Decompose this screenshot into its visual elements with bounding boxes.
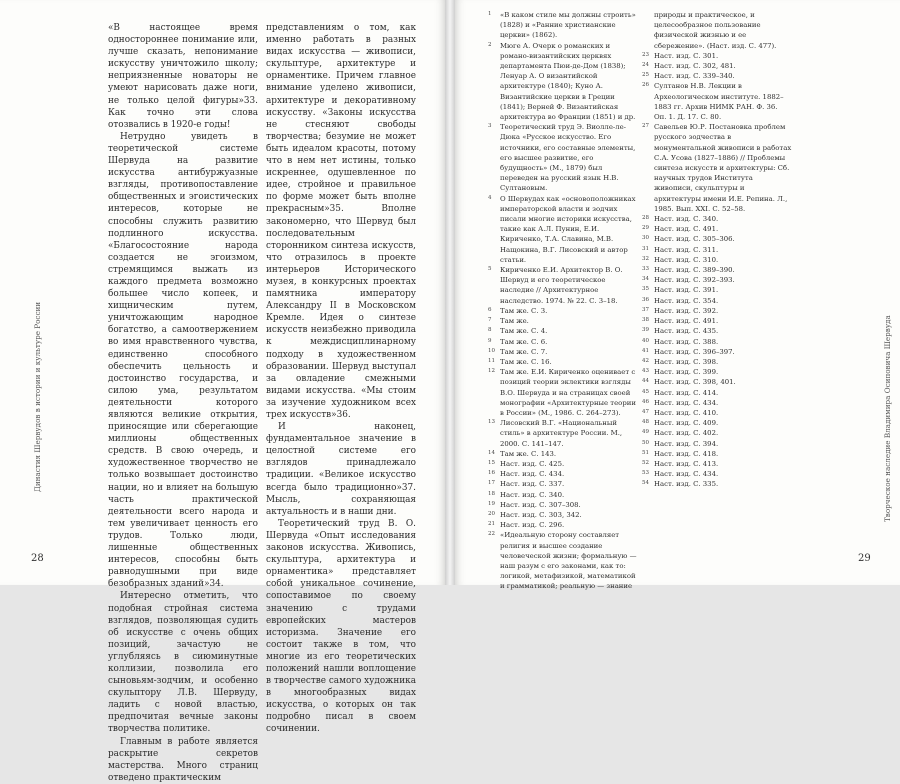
endnote-text: Там же. Е.И. Кириченко оценивает с позиций теории эклектики взгляды В.О. Шервуда и на страницах своей монографии «Архитектурные теории в России» (М., 1986. С. 264–273).: [500, 368, 636, 417]
endnote-number: 17: [488, 480, 495, 487]
endnote-text: Мюге А. Очерк о романских и романо-византийских церквях департамента Пюи-де-Дом (1838); Ленуар А. О византийской архитектуре (1840); Куно А. Византийские церкви в Греции (1841); Верней Ф. Византийская архитектура во Франции (1851) и др.: [500, 41, 636, 122]
endnote: [642, 275, 792, 285]
endnote-number: 53: [642, 470, 649, 477]
endnote: [488, 265, 640, 306]
endnote-text: Наст. изд. С. 491.: [654, 225, 719, 234]
endnote-text: Наст. изд. С. 388.: [654, 337, 719, 346]
endnote: [488, 10, 640, 41]
endnote-number: 15: [488, 459, 495, 466]
endnote-text: Наст. изд. С. 491.: [654, 317, 719, 326]
endnote: [488, 459, 640, 469]
endnote: [642, 398, 792, 408]
left-text-column-1: [108, 22, 258, 783]
endnote-number: 10: [488, 347, 495, 354]
endnote-text: Там же.: [500, 317, 529, 326]
endnote-text: природы и практическое, и целесообразное пользование физической жизнью и ее сбережение». (Наст. изд. С. 477).: [654, 11, 777, 50]
endnote-number: 25: [642, 72, 649, 79]
endnote: [488, 326, 640, 336]
endnote: [642, 234, 792, 244]
endnote-number: 44: [642, 378, 649, 385]
endnote-text: Наст. изд. С. 394.: [654, 439, 719, 448]
endnote-text: Наст. изд. С. 302, 481.: [654, 62, 736, 71]
endnote-text: Наст. изд. С. 340.: [654, 215, 719, 224]
endnote-text: Там же. С. 6.: [500, 337, 548, 346]
endnote-number: 7: [488, 317, 492, 324]
endnote-text: Наст. изд. С. 296.: [500, 521, 565, 530]
endnote-text: Наст. изд. С. 418.: [654, 449, 719, 458]
endnote: [642, 326, 792, 336]
paragraph: И наконец, фундаментальное значение в целостной системе его взглядов принадлежало традиции. «Великое искусство всегда было традиционно»37. Мысль, сохраняющая актуальность и в наши дни.: [266, 422, 416, 517]
endnote-text: «Идеальную сторону составляет религия и высшее создание человеческой жизни; формальную — наш разум с его законами, как то: логикой, метафизикой, математикой и грамматикой; реальную — знание: [500, 531, 637, 591]
endnote: [488, 357, 640, 367]
endnote-number: 22: [488, 531, 495, 538]
endnote-text: Наст. изд. С. 399.: [654, 368, 719, 377]
left-text-column-2: [266, 22, 417, 735]
endnote-text: Наст. изд. С. 335.: [654, 480, 719, 489]
endnote: [488, 367, 640, 418]
endnote-text: «В каком стиле мы должны строить» (1828) и «Ранние христианские церкви» (1862).: [500, 11, 636, 40]
endnote: [488, 520, 640, 530]
endnote-number: 41: [642, 347, 649, 354]
endnote: [488, 510, 640, 520]
endnote-text: Наст. изд. С. 389–390.: [654, 266, 735, 275]
endnote-text: Там же. С. 3.: [500, 306, 548, 315]
endnote: [642, 469, 792, 479]
endnote: [642, 81, 792, 122]
endnote-text: Наст. изд. С. 425.: [500, 459, 565, 468]
right-running-head: Творческое наследие Владимира Осиповича Шервуда: [883, 315, 892, 522]
endnote-number: 30: [642, 235, 649, 242]
endnote: [642, 224, 792, 234]
endnote-text: Лисовский В.Г. «Национальный стиль» в архитектуре России. М., 2000. С. 141–147.: [500, 419, 623, 448]
endnote-number: 39: [642, 327, 649, 334]
endnote-number: 4: [488, 194, 492, 201]
endnote: [642, 428, 792, 438]
endnote-number: 5: [488, 266, 492, 273]
endnote-text: Наст. изд. С. 409.: [654, 419, 719, 428]
endnote: [642, 296, 792, 306]
endnote: [642, 214, 792, 224]
endnote-number: 45: [642, 388, 649, 395]
endnote-number: 23: [642, 51, 649, 58]
endnote-text: Наст. изд. С. 303, 342.: [500, 510, 582, 519]
endnote-text: Наст. изд. С. 305–306.: [654, 235, 735, 244]
endnote: [488, 122, 640, 193]
endnote: [642, 408, 792, 418]
endnote-text: Савельев Ю.Р. Постановка проблем русского зодчества в монументальной живописи в работах С.А. Усова (1827–1886) // Проблемы синтеза искусств и архитектуры: Сб. научных трудов Института живописи, скульптуры и архитектуры имени И.Е. Репина. Л., 1985. Вып. XXI. С. 52–58.: [654, 123, 792, 213]
endnote-number: 33: [642, 266, 649, 273]
endnote-number: 54: [642, 480, 649, 487]
endnote: [488, 316, 640, 326]
paragraph: «В настоящее время одностороннее понимание или, лучше сказать, непонимание искусству уничтожило школу; неприязненные новаторы не умеют нарисовать даже ноги, не только целой фигуры»33. Как точно эти слова отозвались в 1920-е годы!: [108, 23, 258, 130]
endnote-text: Наст. изд. С. 392.: [654, 306, 719, 315]
endnote-text: Наст. изд. С. 402.: [654, 429, 719, 438]
endnote-text: Там же. С. 143.: [500, 449, 557, 458]
endnote-text: Наст. изд. С. 311.: [654, 245, 719, 254]
endnote-text: Наст. изд. С. 434.: [654, 470, 719, 479]
endnote: [488, 418, 640, 449]
endnote-number: 20: [488, 510, 495, 517]
endnote-number: 9: [488, 337, 492, 344]
endnote-text: Кириченко Е.И. Архитектор В. О. Шервуд и его теоретическое наследие // Архитектурное наследство. 1974. № 22. С. 3–18.: [500, 266, 623, 305]
endnote-number: 24: [642, 62, 649, 69]
endnote: [642, 439, 792, 449]
endnote: [488, 449, 640, 459]
endnote-number: 11: [488, 357, 495, 364]
paragraph: Нетрудно увидеть в теоретической системе Шервуда на развитие искусства антибуржуазные взгляды, противопоставление общественных и эгоистических интересов, которые не способны служить развитию подлинного искусства. «Благосостояние народа создается не эгоизмом, стремящимся выжать из каждого предмета возможно большее число копеек, и хищническим путем, уничтожающим народное богатство, а самоотвержением во имя нравственного чувства, единственно способного обеспечить цельность и достоинство государства, и силою ума, результатом деятельности которого являются великие открытия, приносящие или сберегающие миллионы общественных средств. В свою очередь, и художественное творчество не только возвышает достоинство нации, но и влияет на большую часть практической деятельности всего народа и тем увеличивает ценность его трудов. Только люди, лишенные общественных интересов, способны быть равнодушными при виде безобразных зданий»34.: [108, 131, 258, 590]
endnote-number: 31: [642, 245, 649, 252]
endnote-text: Наст. изд. С. 396–397.: [654, 347, 735, 356]
endnote-text: Наст. изд. С. 434.: [654, 398, 719, 407]
endnote-number: 47: [642, 408, 649, 415]
endnote-number: 27: [642, 123, 649, 130]
endnote-number: 8: [488, 327, 492, 334]
endnote: [642, 337, 792, 347]
right-page-number: 29: [858, 553, 871, 564]
endnote: [488, 479, 640, 489]
endnote-number: 43: [642, 368, 649, 375]
endnote-number: 50: [642, 439, 649, 446]
endnote-number: 35: [642, 286, 649, 293]
endnote-number: 48: [642, 419, 649, 426]
endnote-number: 3: [488, 123, 492, 130]
endnote-text: Наст. изд. С. 392–393.: [654, 276, 735, 285]
endnote: [642, 51, 792, 61]
endnote-number: 49: [642, 429, 649, 436]
endnote-text: Наст. изд. С. 398.: [654, 357, 719, 366]
endnote: [642, 10, 792, 51]
endnote-number: 32: [642, 255, 649, 262]
endnote-number: 1: [488, 11, 492, 17]
endnote: [488, 500, 640, 510]
endnote-number: 38: [642, 317, 649, 324]
endnote: [642, 316, 792, 326]
endnote: [642, 285, 792, 295]
endnote-text: Там же. С. 4.: [500, 327, 548, 336]
left-page-number: 28: [31, 553, 44, 564]
endnote-number: 28: [642, 215, 649, 222]
endnote: [488, 41, 640, 123]
endnote-text: Наст. изд. С. 337.: [500, 480, 565, 489]
paragraph: Интересно отметить, что подобная стройная система взглядов, позволяющая судить об искусстве с очень общих позиций, зачастую не углубляясь в сиюминутные коллизии, позволила его сыновьям-зодчим, и особенно скульптору Л.В. Шервуду, ладить с новой властью, предпочитая вечные законы творчества политике.: [108, 591, 258, 735]
endnote-number: 34: [642, 276, 649, 283]
book-gutter: [445, 0, 455, 585]
endnote: [488, 194, 640, 265]
endnote-number: 13: [488, 419, 495, 426]
left-page: [0, 0, 445, 783]
endnote: [488, 337, 640, 347]
endnote-text: Наст. изд. С. 413.: [654, 459, 719, 468]
endnote-number: 42: [642, 357, 649, 364]
endnote-text: Наст. изд. С. 410.: [654, 408, 719, 417]
endnote-number: 6: [488, 306, 492, 313]
endnote-number: 14: [488, 449, 495, 456]
endnote-number: 46: [642, 398, 649, 405]
endnote-text: Наст. изд. С. 307–308.: [500, 500, 581, 509]
endnote-text: Там же. С. 7.: [500, 347, 548, 356]
endnote: [488, 306, 640, 316]
endnote-number: 18: [488, 490, 495, 497]
endnote-number: 16: [488, 470, 495, 477]
endnote: [642, 357, 792, 367]
endnote: [642, 367, 792, 377]
endnote-text: Наст. изд. С. 414.: [654, 388, 719, 397]
endnote-number: 21: [488, 521, 495, 528]
endnote: [488, 490, 640, 500]
endnote: [642, 71, 792, 81]
endnote: [642, 347, 792, 357]
endnote-number: 29: [642, 225, 649, 232]
endnote-number: 26: [642, 82, 649, 89]
endnote-text: Султанов Н.В. Лекции в Археологическом институте. 1882–1883 гг. Архив НИМК РАН. Ф. 36. Оп. 1. Д. 17. С. 80.: [654, 82, 784, 122]
endnote-number: 19: [488, 500, 495, 507]
endnote-text: Наст. изд. С. 434.: [500, 470, 565, 479]
endnote: [488, 530, 640, 591]
endnote: [642, 479, 792, 489]
endnote-number: 52: [642, 459, 649, 466]
endnote-number: 2: [488, 41, 492, 48]
endnote-number: 51: [642, 449, 649, 456]
endnote-text: О Шервудах как «основоположниках императорской власти и зодчих писали многие историки искусства, такие как А.Л. Пунин, Е.И. Кириченко, Т.А. Славина, М.В. Нащокина, В.Г. Лисовский и автор статьи.: [500, 194, 636, 264]
endnote-text: Наст. изд. С. 391.: [654, 286, 719, 295]
endnotes-column-1: [488, 10, 640, 591]
endnote-number: [642, 10, 654, 51]
endnote-text: Наст. изд. С. 301.: [654, 51, 719, 60]
endnote: [642, 122, 792, 214]
paragraph: Главным в работе является раскрытие секретов мастерства. Много страниц отведено практическим: [108, 736, 258, 783]
endnote: [488, 469, 640, 479]
endnotes-column-2: [642, 10, 792, 580]
endnote-text: Теоретический труд Э. Виолле-ле-Дюка «Русское искусство. Его источники, его составные элементы, его высшее развитие, его будущность» (М., 1879) был переведен на русский язык Н.В. Султановым.: [500, 123, 636, 193]
endnote: [642, 255, 792, 265]
endnote-text: Наст. изд. С. 310.: [654, 255, 719, 264]
endnote: [642, 377, 792, 387]
endnote-number: 40: [642, 337, 649, 344]
endnote-number: 37: [642, 306, 649, 313]
endnote: [642, 418, 792, 428]
endnote: [642, 306, 792, 316]
left-running-head: Династия Шервудов в истории и культуре России: [33, 301, 42, 492]
endnote-number: 12: [488, 368, 495, 375]
endnote: [642, 449, 792, 459]
endnote: [642, 61, 792, 71]
endnote-text: Наст. изд. С. 398, 401.: [654, 378, 736, 387]
endnote-text: Наст. изд. С. 340.: [500, 490, 565, 499]
endnote: [642, 388, 792, 398]
endnote: [642, 459, 792, 469]
endnote-number: 36: [642, 296, 649, 303]
endnote: [488, 347, 640, 357]
endnote-text: Наст. изд. С. 354.: [654, 296, 719, 305]
endnote-text: Наст. изд. С. 435.: [654, 327, 719, 336]
endnote: [642, 265, 792, 275]
endnote-text: Наст. изд. С. 339–340.: [654, 72, 735, 81]
endnote-text: Там же. С. 16.: [500, 357, 552, 366]
paragraph: Теоретический труд В. О. Шервуда «Опыт исследования законов искусства. Живопись, скульптура, архитектура и орнаментика» представляет собой уникальное сочинение, сопоставимое по своему значению с трудами европейских мастеров историзма. Значение его состоит также в том, что многие из его теоретических положений нашли воплощение в творчестве самого художника в многообразных видах искусства, о которых он так подробно писал в своем сочинении.: [266, 518, 417, 735]
endnote: [642, 245, 792, 255]
paragraph: представлениям о том, как именно работать в разных видах искусства — живописи, скульптуре, архитектуре и орнаментике. Причем главное внимание уделено живописи, архитектуре и декоративному искусству. «Законы искусства не стесняют свободы творчества; безумие не может быть идеалом красоты, потому что в нем нет истины, только искреннее, одушевленное по идее, стройное и правильное по форме может быть вполне прекрасным»35. Вполне закономерно, что Шервуд был последовательным сторонником синтеза искусств, что отразилось в проекте интерьеров Исторического музея, в конкурсных проектах памятника императору Александру II в Московском Кремле. Идея о синтезе искусств неизбежно приводила к междисциплинарному подходу в художественном образовании. Шервуд выступал за овладение смежными видами искусства. «Мы стоим за изучение художником всех трех искусств»36.: [266, 23, 416, 420]
